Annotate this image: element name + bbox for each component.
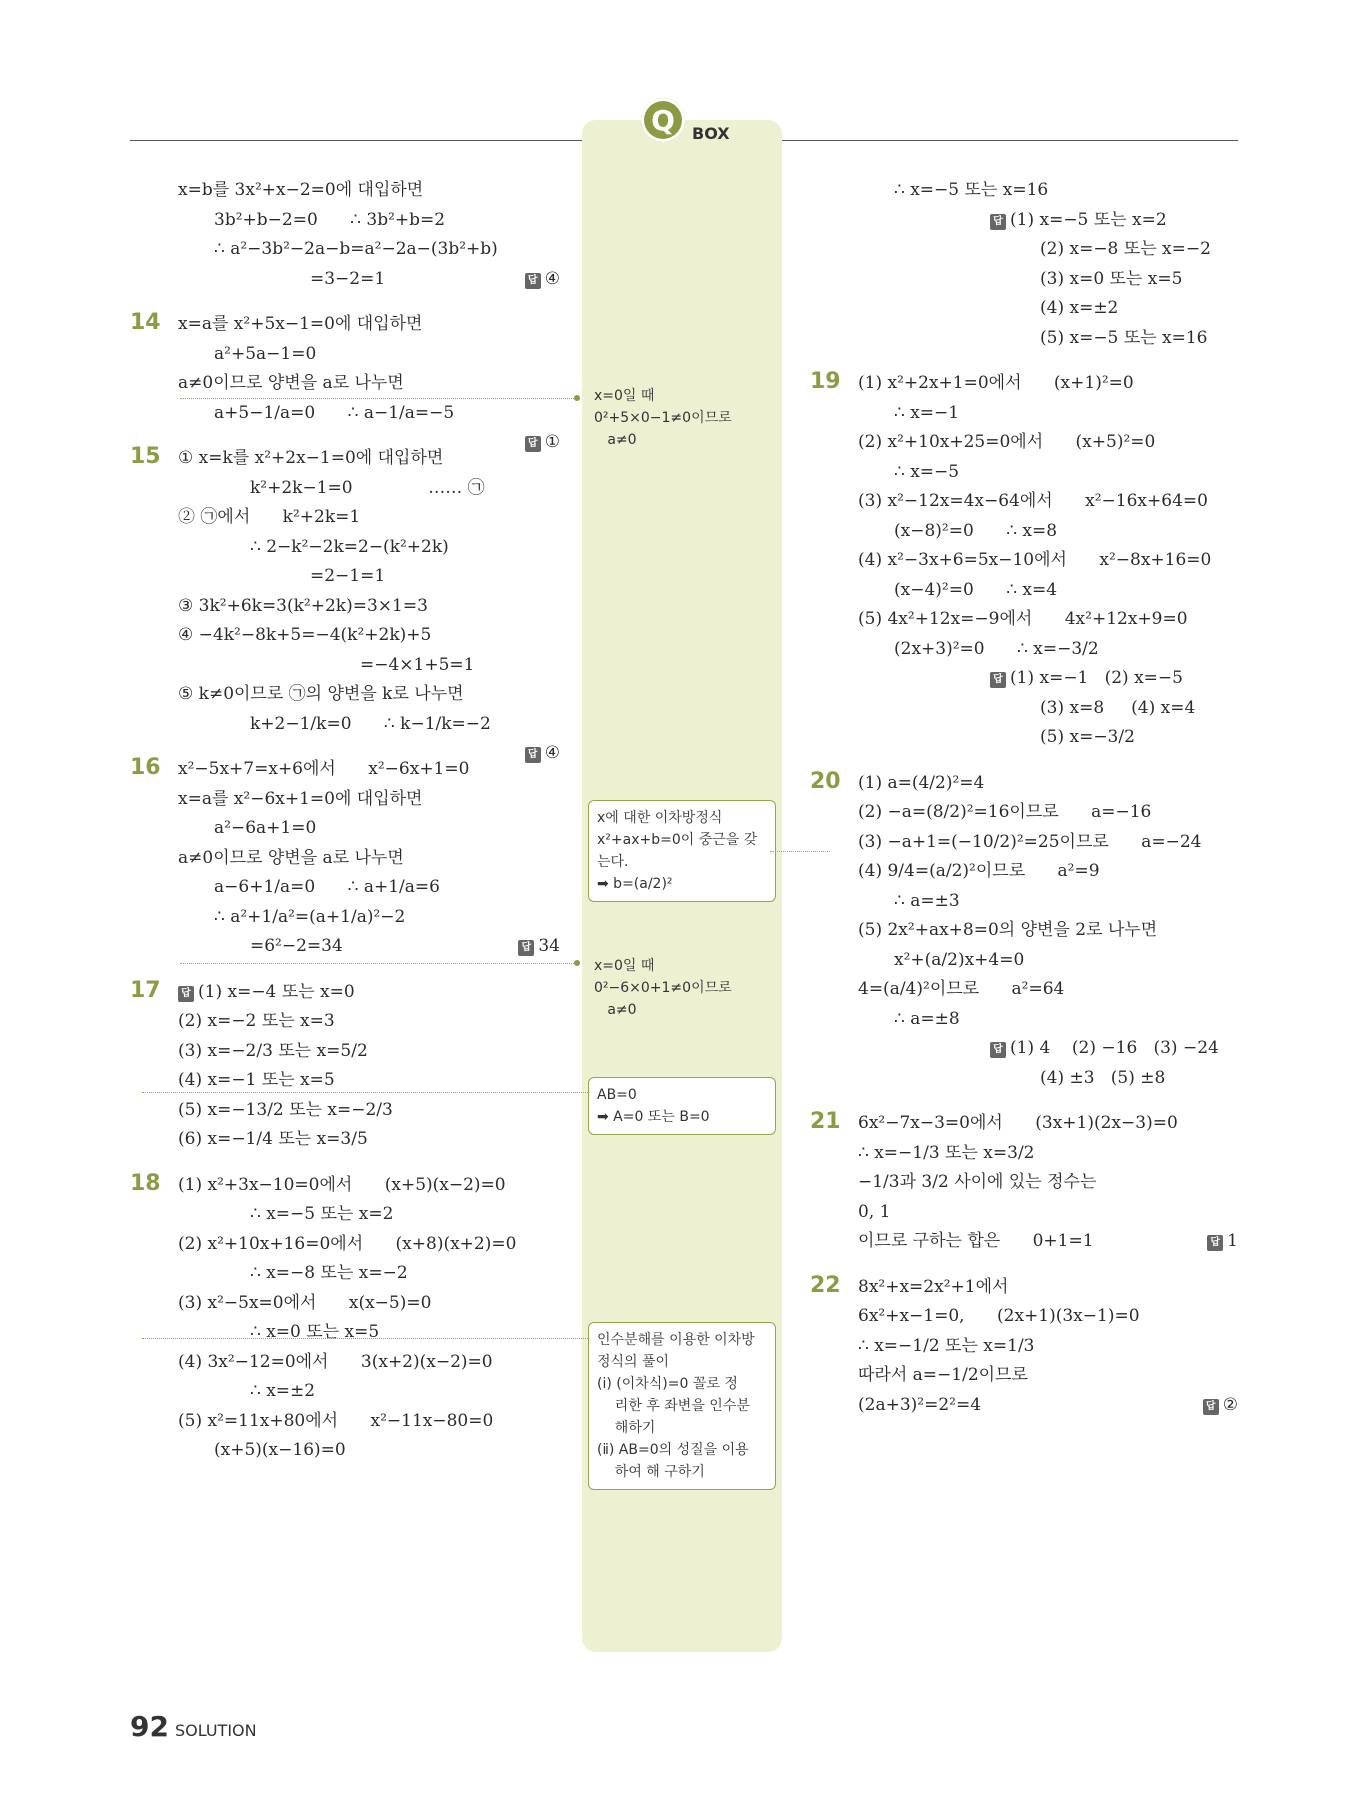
solution-line (810, 828, 1238, 858)
solution-text: a≠0이므로 양변을 a로 나누면 (178, 847, 404, 868)
problem-number: 14 (130, 310, 161, 335)
solution-line (810, 975, 1238, 1005)
note-line: x에 대한 이차방정식 (597, 810, 723, 826)
solution-line (130, 1230, 560, 1260)
note-line: x=0일 때 (594, 958, 655, 974)
solution-text: ∴ x=−5 또는 x=2 (250, 1204, 394, 1224)
solution-line (130, 503, 560, 533)
solution-line (810, 946, 1238, 976)
spacer (130, 294, 560, 310)
leader-18 (142, 1338, 588, 1339)
solution-text: =6²−2=34 (250, 936, 397, 956)
solution-text: −1/3과 3/2 사이에 있는 정수는 (858, 1172, 1097, 1192)
solution-line (810, 887, 1238, 917)
solution-line (810, 694, 1238, 724)
solution-text: 따라서 a=−1/2이므로 (858, 1365, 1028, 1385)
solution-text: ∴ x=−1 (894, 402, 960, 423)
solution-line (810, 176, 1238, 206)
solution-line (810, 1227, 1238, 1257)
solution-text: (2) x²+10x+25=0에서 (x+5)²=0 (858, 432, 1156, 452)
solution-line (810, 487, 1238, 517)
solution-text: ∴ x=−1/3 또는 x=3/2 (858, 1142, 1035, 1163)
solution-text: (5) 2x²+ax+8=0의 양변을 2로 나누면 (858, 920, 1158, 940)
solution-line (810, 576, 1238, 606)
solution-text: ∴ x=±2 (250, 1381, 316, 1401)
answer-icon: 답 (1203, 1399, 1219, 1415)
solution-line (130, 710, 560, 740)
solution-text: ∴ x=−5 (894, 461, 960, 482)
note-line: 0²+5×0−1≠0이므로 (594, 410, 732, 426)
solution-line (130, 444, 560, 474)
solution-line (130, 903, 560, 933)
note-line: (ⅰ) (이차식)=0 꼴로 정 (597, 1376, 738, 1392)
leader-16 (180, 963, 580, 964)
right-column (810, 176, 1238, 1420)
note-line: ➡ b=(a/2)² (597, 876, 673, 892)
note-line: 는다. (597, 854, 629, 870)
solution-text: 3b²+b−2=0 ∴ 3b²+b=2 (214, 209, 446, 230)
solution-text: 4=(a/4)²이므로 a²=64 (858, 979, 1065, 999)
solution-text: (2) −a=(8/2)²=16이므로 a=−16 (858, 802, 1152, 822)
solution-line (130, 680, 560, 710)
answer-mark: 답 34 (518, 932, 560, 962)
solution-text: (4) 3x²−12=0에서 3(x+2)(x−2)=0 (178, 1351, 493, 1372)
solution-text: x=a를 x²−6x+1=0에 대입하면 (178, 788, 423, 809)
spacer (130, 739, 560, 755)
solution-text: k²+2k−1=0 …… ㉠ (250, 477, 485, 498)
solution-line (130, 310, 560, 340)
solution-line (130, 206, 560, 236)
solution-line (810, 1273, 1238, 1303)
solution-text: 0, 1 (858, 1201, 891, 1222)
note-line: 리한 후 좌변을 인수분 (597, 1398, 750, 1414)
answer-icon: 답 (990, 672, 1006, 688)
solution-line (130, 474, 560, 504)
solution-text: (1) x=−1 (2) x=−5 (1010, 668, 1183, 688)
solution-line (810, 1139, 1238, 1169)
solution-text: 6x²−7x−3=0에서 (3x+1)(2x−3)=0 (858, 1113, 1178, 1133)
solution-line (810, 1198, 1238, 1228)
note-line: 해하기 (597, 1420, 656, 1436)
solution-line (810, 235, 1238, 265)
solution-line (810, 546, 1238, 576)
solution-line (130, 1407, 560, 1437)
solution-line (130, 621, 560, 651)
note-line: (ⅱ) AB=0의 성질을 이용 (597, 1442, 749, 1458)
answer-icon: 답 (518, 940, 534, 956)
solution-line (810, 723, 1238, 753)
solution-text: (3) −a+1=(−10/2)²=25이므로 a=−24 (858, 831, 1202, 852)
solution-text: ∴ x=−5 또는 x=16 (894, 180, 1049, 200)
solution-line (810, 324, 1238, 354)
solution-line (130, 1377, 560, 1407)
solution-line (130, 1348, 560, 1378)
solution-line (810, 369, 1238, 399)
solution-text: ∴ a=±3 (894, 890, 960, 911)
solution-text: (1) x²+3x−10=0에서 (x+5)(x−2)=0 (178, 1174, 506, 1195)
note-line: a≠0 (594, 1002, 637, 1018)
solution-line (810, 1064, 1238, 1094)
solution-line (130, 1200, 560, 1230)
solution-text: x²+(a/2)x+4=0 (894, 949, 1025, 970)
note-line: 인수분해를 이용한 이차방 (597, 1332, 755, 1348)
solution-text: (1) x=−5 또는 x=2 (1010, 209, 1167, 230)
solution-line (810, 1109, 1238, 1139)
solution-line (810, 605, 1238, 635)
solution-text: (1) x=−4 또는 x=0 (198, 981, 355, 1002)
solution-line (130, 235, 560, 265)
solution-text: (4) ±3 (5) ±8 (1040, 1067, 1166, 1088)
answer-mark: 답 ① (525, 428, 560, 458)
answer-icon: 답 (525, 273, 541, 289)
solution-text: a−6+1/a=0 ∴ a+1/a=6 (214, 877, 440, 897)
answer-mark: 답 ② (1203, 1391, 1238, 1421)
solution-text: ① x=k를 x²+2x−1=0에 대입하면 (178, 448, 444, 468)
answer-mark: 답 ④ (525, 265, 560, 295)
solution-text: a+5−1/a=0 ∴ a−1/a=−5 (214, 402, 455, 423)
top-rule-right (782, 140, 1238, 141)
solution-text: (5) x=−13/2 또는 x=−2/3 (178, 1099, 393, 1120)
solution-text: 이므로 구하는 합은 0+1=1 (858, 1231, 1094, 1251)
solution-text: (4) 9/4=(a/2)²이므로 a²=9 (858, 861, 1100, 881)
solution-line (130, 1037, 560, 1067)
solution-text: (x−4)²=0 ∴ x=4 (894, 579, 1058, 600)
leader-20 (770, 851, 830, 852)
note-line: ➡ A=0 또는 B=0 (597, 1109, 710, 1125)
solution-line (810, 857, 1238, 887)
solution-line (130, 978, 560, 1008)
solution-line (810, 664, 1238, 694)
solution-text: ∴ 2−k²−2k=2−(k²+2k) (250, 536, 449, 557)
qbox-badge: Q (641, 98, 685, 142)
solution-text: (2) x²+10x+16=0에서 (x+8)(x+2)=0 (178, 1233, 517, 1254)
problem-number: 16 (130, 755, 161, 780)
solution-text: ② ㉠에서 k²+2k=1 (178, 507, 361, 527)
solution-text: (3) x²−12x=4x−64에서 x²−16x+64=0 (858, 491, 1208, 511)
solution-line (810, 1034, 1238, 1064)
solution-line (810, 798, 1238, 828)
solution-line (130, 785, 560, 815)
note-line: a≠0 (594, 432, 637, 448)
solution-text: (5) x=−3/2 (1040, 727, 1135, 747)
solution-text: ∴ x=0 또는 x=5 (250, 1322, 380, 1342)
note-line: x=0일 때 (594, 388, 655, 404)
solution-text: (4) x²−3x+6=5x−10에서 x²−8x+16=0 (858, 550, 1212, 570)
answer-icon: 답 (525, 436, 541, 452)
solution-text: (3) x=8 (4) x=4 (1040, 697, 1196, 718)
left-column (130, 176, 560, 1466)
answer-icon: 답 (178, 986, 194, 1002)
answer-icon: 답 (990, 1042, 1006, 1058)
solution-text: a≠0이므로 양변을 a로 나누면 (178, 373, 404, 393)
solution-line (130, 1096, 560, 1126)
solution-line (810, 517, 1238, 547)
solution-line (130, 932, 560, 962)
problem-number: 22 (810, 1272, 841, 1298)
qbox-note-14 (594, 385, 770, 451)
solution-line (810, 1332, 1238, 1362)
solution-line (130, 176, 560, 206)
page-footer (130, 1710, 257, 1743)
solution-text: (1) x²+2x+1=0에서 (x+1)²=0 (858, 373, 1134, 393)
qbox-note-18 (588, 1322, 776, 1490)
solution-text: (3) x²−5x=0에서 x(x−5)=0 (178, 1292, 432, 1313)
solution-line (130, 1007, 560, 1037)
qbox-note-20 (588, 800, 776, 902)
solution-text: a²+5a−1=0 (214, 343, 317, 364)
solution-text: 8x²+x=2x²+1에서 (858, 1276, 1009, 1297)
solution-text: (x−8)²=0 ∴ x=8 (894, 520, 1058, 541)
problem-number: 21 (810, 1109, 841, 1134)
leader-dot-16 (574, 960, 580, 966)
solution-text: (6) x=−1/4 또는 x=3/5 (178, 1129, 368, 1149)
solution-line (810, 916, 1238, 946)
solution-line (810, 294, 1238, 324)
solution-line (130, 844, 560, 874)
solution-text: ∴ x=−8 또는 x=−2 (250, 1263, 408, 1283)
leader-17 (142, 1092, 588, 1093)
solution-text: (5) 4x²+12x=−9에서 4x²+12x+9=0 (858, 609, 1188, 629)
solution-text: (4) x=−1 또는 x=5 (178, 1070, 335, 1090)
solution-line (810, 1361, 1238, 1391)
solution-text: =3−2=1 (310, 268, 440, 289)
solution-text: x²−5x+7=x+6에서 x²−6x+1=0 (178, 759, 470, 779)
page-number: 92 (130, 1710, 169, 1743)
solution-line (810, 265, 1238, 295)
spacer (810, 1093, 1238, 1109)
solution-text: ⑤ k≠0이므로 ㉠의 양변을 k로 나누면 (178, 684, 464, 704)
solution-line (130, 562, 560, 592)
solution-text: (2a+3)²=2²=4 (858, 1394, 982, 1415)
solution-text: ④ −4k²−8k+5=−4(k²+2k)+5 (178, 625, 432, 645)
note-line: 0²−6×0+1≠0이므로 (594, 980, 732, 996)
solution-line (130, 651, 560, 681)
solution-text: (3) x=0 또는 x=5 (1040, 268, 1183, 289)
solution-line (810, 769, 1238, 799)
solution-text: (1) a=(4/2)²=4 (858, 772, 985, 793)
note-line: 하여 해 구하기 (597, 1464, 705, 1480)
solution-text: (1) 4 (2) −16 (3) −24 (1010, 1038, 1219, 1058)
solution-text: 6x²+x−1=0, (2x+1)(3x−1)=0 (858, 1306, 1140, 1326)
solution-text: =2−1=1 (310, 566, 386, 586)
note-line: 정식의 풀이 (597, 1354, 670, 1370)
spacer (810, 1257, 1238, 1273)
solution-line (130, 1125, 560, 1155)
qbox-label: BOX (692, 124, 730, 143)
solution-text: ∴ a=±8 (894, 1008, 960, 1029)
note-line: x²+ax+b=0이 중근을 갖 (597, 832, 758, 848)
answer-mark: 답 1 (1207, 1227, 1238, 1257)
solution-line (810, 635, 1238, 665)
solution-line (810, 1168, 1238, 1198)
problem-number: 20 (810, 768, 841, 794)
answer-mark: 답 ④ (525, 739, 560, 769)
solution-line (810, 206, 1238, 236)
solution-text: ③ 3k²+6k=3(k²+2k)=3×1=3 (178, 595, 428, 616)
answer-icon: 답 (990, 214, 1006, 230)
solution-line (130, 1259, 560, 1289)
solution-text: x=b를 3x²+x−2=0에 대입하면 (178, 180, 424, 200)
solution-line (130, 533, 560, 563)
solution-text: (5) x=−5 또는 x=16 (1040, 327, 1208, 348)
note-line: AB=0 (597, 1087, 637, 1103)
footer-label: SOLUTION (174, 1721, 257, 1740)
solution-line (130, 1318, 560, 1348)
solution-line (130, 1436, 560, 1466)
solution-line (130, 1171, 560, 1201)
problem-number: 17 (130, 977, 161, 1003)
solution-text: x=a를 x²+5x−1=0에 대입하면 (178, 314, 423, 334)
spacer (130, 428, 560, 444)
solution-line (810, 428, 1238, 458)
solution-line (130, 1289, 560, 1319)
qbox-note-17 (588, 1077, 776, 1135)
spacer (130, 1155, 560, 1171)
solution-text: (2x+3)²=0 ∴ x=−3/2 (894, 638, 1099, 659)
solution-text: (3) x=−2/3 또는 x=5/2 (178, 1040, 368, 1061)
solution-text: k+2−1/k=0 ∴ k−1/k=−2 (250, 713, 491, 734)
top-rule-left (130, 140, 582, 141)
solution-text: (4) x=±2 (1040, 298, 1119, 318)
problem-number: 15 (130, 444, 161, 469)
solution-text: ∴ x=−1/2 또는 x=1/3 (858, 1335, 1035, 1356)
solution-line (130, 399, 560, 429)
solution-line (130, 340, 560, 370)
solution-line (810, 458, 1238, 488)
problem-number: 19 (810, 369, 841, 394)
answer-icon: 답 (1207, 1235, 1223, 1251)
solution-line (130, 369, 560, 399)
solution-text: (2) x=−2 또는 x=3 (178, 1011, 335, 1031)
solution-text: a²−6a+1=0 (214, 818, 317, 838)
solution-line (130, 814, 560, 844)
solution-line (130, 592, 560, 622)
answer-icon: 답 (525, 747, 541, 763)
solution-line (130, 265, 560, 295)
spacer (810, 753, 1238, 769)
solution-line (810, 1391, 1238, 1421)
qbox-note-16 (594, 955, 770, 1021)
solution-text: ∴ a²+1/a²=(a+1/a)²−2 (214, 906, 406, 927)
leader-dot-14 (574, 395, 580, 401)
solution-line (810, 1005, 1238, 1035)
solution-line (130, 873, 560, 903)
spacer (810, 353, 1238, 369)
solution-line (810, 399, 1238, 429)
solution-text: (5) x²=11x+80에서 x²−11x−80=0 (178, 1410, 494, 1431)
solution-text: (x+5)(x−16)=0 (214, 1440, 346, 1460)
solution-text: ∴ a²−3b²−2a−b=a²−2a−(3b²+b) (214, 239, 498, 259)
problem-number: 18 (130, 1170, 161, 1196)
solution-text: (2) x=−8 또는 x=−2 (1040, 239, 1211, 259)
solution-text: =−4×1+5=1 (360, 654, 475, 675)
leader-14 (180, 398, 580, 399)
solution-line (810, 1302, 1238, 1332)
solution-line (130, 755, 560, 785)
